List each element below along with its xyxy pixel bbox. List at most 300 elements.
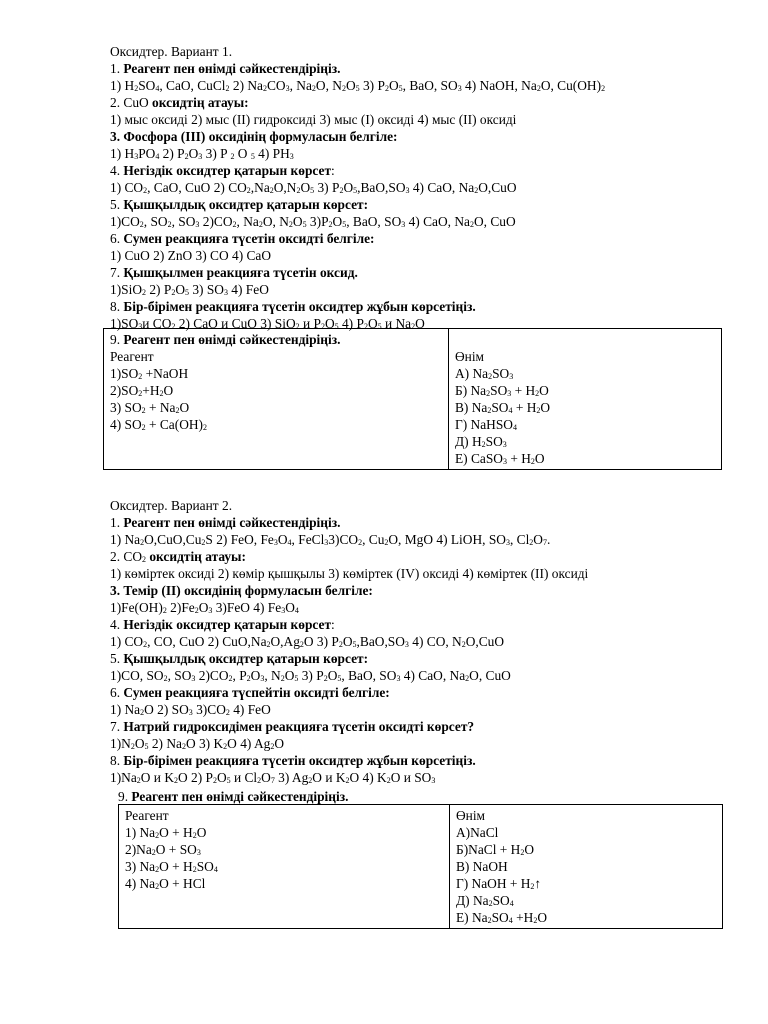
subscript: 4: [509, 899, 514, 908]
text-run: 1) Na: [125, 825, 156, 840]
subscript: 2: [299, 640, 304, 649]
text-run: 4) PH: [254, 146, 290, 161]
subscript: 2: [384, 84, 389, 93]
bold-text: Натрий гидроксидімен реакцияға түсетін оксидті көрсет?: [123, 719, 475, 734]
text-run: 4.: [110, 617, 124, 632]
subscript: 2: [181, 742, 186, 751]
text-run: O: [250, 668, 261, 683]
subscript: 3: [401, 220, 406, 229]
subscript: 2: [225, 708, 230, 717]
variant2-matching-table: [118, 804, 723, 929]
text-run: O: [415, 316, 425, 331]
subscript: 5: [377, 322, 382, 331]
subscript: 2: [601, 84, 606, 93]
text-run: 3)FeO 4) Fe: [212, 600, 282, 615]
variant1-reagent-column: [104, 329, 449, 470]
question-line: [110, 701, 271, 718]
bold-text: Реагент пен өнімді сәйкестендіріңіз.: [131, 789, 349, 804]
text-run: 1) CO: [110, 634, 144, 649]
text-run: SO: [485, 434, 503, 449]
text-run: 2)Fe: [166, 600, 195, 615]
text-run: O + H: [159, 859, 193, 874]
text-run: + Na: [145, 400, 176, 415]
text-run: 1) мыс оксиді 2) мыс (II) гидроксиді 3) мыс (I) оксиді 4) мыс (II) оксиді: [110, 112, 517, 127]
subscript: 2: [138, 389, 143, 398]
subscript: 2: [257, 776, 262, 785]
table-cell-line: [456, 824, 716, 841]
text-run: :: [331, 163, 335, 178]
text-run: 1)CO, SO: [110, 668, 164, 683]
subscript: 2: [487, 406, 492, 415]
subscript: 3: [502, 457, 507, 466]
subscript: 2: [162, 606, 167, 615]
text-run: O, N: [315, 78, 342, 93]
question-line: [110, 213, 516, 230]
subscript: 2: [481, 440, 486, 449]
text-run: O + HCl: [159, 876, 206, 891]
text-run: А) Na: [455, 366, 489, 381]
text-run: O: [179, 400, 190, 415]
text-run: O: [292, 214, 303, 229]
text-run: 1)SO: [110, 316, 139, 331]
text-run: SO: [196, 859, 214, 874]
subscript: 3: [134, 152, 139, 161]
text-run: Д) Na: [456, 893, 489, 908]
bold-text: Қышқылдық оксидтер қатарын көрсет:: [123, 651, 369, 666]
question-line: [110, 531, 550, 548]
subscript: 2: [328, 220, 333, 229]
question-line: [110, 162, 335, 179]
subscript: 2: [280, 674, 285, 683]
table-cell-line: [455, 450, 715, 467]
text-run: O: [342, 634, 353, 649]
text-run: 2) P: [159, 146, 185, 161]
subscript: 2: [232, 220, 237, 229]
text-run: 3) P: [202, 146, 231, 161]
text-run: ↑: [534, 876, 542, 891]
text-run: O 2) SO: [144, 702, 189, 717]
text-run: , BaO, SO: [402, 78, 458, 93]
subscript: 5: [334, 322, 339, 331]
subscript: 3: [191, 674, 196, 683]
table-cell-line: [455, 382, 715, 399]
subscript: 2: [488, 372, 493, 381]
subscript: 5: [353, 186, 358, 195]
text-run: 7.: [110, 719, 124, 734]
subscript: 3: [138, 322, 143, 331]
subscript: 2: [323, 674, 328, 683]
table-cell-line: [110, 348, 442, 365]
text-run: 2. CuO: [110, 95, 153, 110]
subscript: 2: [384, 538, 389, 547]
text-run: PO: [138, 146, 156, 161]
question-line: [110, 616, 335, 633]
text-run: O, CuO: [473, 214, 516, 229]
text-run: 8.: [110, 299, 124, 314]
question-line: [110, 718, 474, 735]
text-run: , CaO, CuO 2) CO: [147, 180, 247, 195]
text-run: , N: [264, 668, 281, 683]
text-run: CO: [267, 78, 286, 93]
text-run: O,CuO: [478, 180, 517, 195]
subscript: 5: [144, 742, 149, 751]
subscript: 2: [486, 389, 491, 398]
subscript: 5: [250, 152, 255, 161]
subscript: 5: [294, 674, 299, 683]
subscript: 5: [352, 640, 357, 649]
text-run: Г) NaHSO: [455, 417, 513, 432]
text-run: , FeCl: [291, 532, 325, 547]
text-run: O,Ag: [270, 634, 300, 649]
text-run: , BaO, SO: [341, 668, 397, 683]
text-run: SO: [490, 383, 508, 398]
text-run: , Cl: [509, 532, 530, 547]
subscript: 2: [270, 742, 275, 751]
text-run: 1) H: [110, 146, 135, 161]
subscript: 2: [266, 640, 271, 649]
subscript: 2: [533, 916, 538, 925]
text-run: O, MgO 4) LiOH, SO: [388, 532, 506, 547]
text-run: O: [539, 383, 549, 398]
subscript: 3: [273, 538, 278, 547]
subscript: 2: [163, 674, 168, 683]
text-run: 4) CO, N: [408, 634, 462, 649]
subscript: 3: [223, 288, 228, 297]
text-run: O: [285, 600, 295, 615]
subscript: 7: [270, 776, 275, 785]
text-run: 1)CO: [110, 214, 140, 229]
bold-text: Қышқылмен реакцияға түсетін оксид.: [123, 265, 358, 280]
text-run: +H: [512, 910, 534, 925]
question-line: [110, 247, 271, 264]
text-run: O + SO: [155, 842, 197, 857]
text-run: , Na: [236, 214, 259, 229]
subscript: 2: [155, 831, 160, 840]
text-run: O: [198, 600, 209, 615]
subscript: 2: [258, 220, 263, 229]
text-run: 2)SO: [110, 383, 139, 398]
question-line: [110, 633, 504, 650]
bold-text: Негіздік оксидтер қатарын көрсет: [123, 163, 332, 178]
text-run: 1)SO: [110, 366, 139, 381]
text-run: 3) Ag: [274, 770, 309, 785]
text-run: O 3) K: [185, 736, 224, 751]
text-run: 9.: [118, 789, 132, 804]
subscript: 2: [225, 84, 230, 93]
text-run: O: [188, 146, 199, 161]
text-run: 1) CO: [110, 180, 144, 195]
text-run: O: [537, 910, 547, 925]
question-line: [110, 281, 269, 298]
text-run: 8.: [110, 753, 124, 768]
text-run: 4) Na: [125, 876, 156, 891]
subscript: 2: [465, 674, 470, 683]
subscript: 2: [134, 84, 139, 93]
text-run: O, N: [262, 214, 289, 229]
text-run: O: [324, 316, 335, 331]
text-run: 6.: [110, 231, 124, 246]
subscript: 2: [173, 776, 178, 785]
subscript: 2: [386, 776, 391, 785]
text-run: O: [327, 668, 338, 683]
subscript: 4: [287, 538, 292, 547]
subscript: 2: [155, 882, 160, 891]
text-run: 1.: [110, 515, 124, 530]
subscript: 3: [285, 84, 290, 93]
text-run: 3) P: [314, 180, 340, 195]
question-line: [110, 298, 476, 315]
text-run: 3)CO: [328, 532, 359, 547]
text-run: 1)Na: [110, 770, 137, 785]
text-run: и P: [299, 316, 321, 331]
question-line: [110, 582, 373, 599]
text-run: Өнім: [455, 349, 485, 364]
subscript: 3: [195, 220, 200, 229]
text-run: O: [300, 180, 311, 195]
text-run: 1) Na: [110, 532, 141, 547]
subscript: 2: [159, 389, 164, 398]
subscript: 2: [175, 406, 180, 415]
text-run: O,N: [273, 180, 297, 195]
subscript: 2: [363, 322, 368, 331]
table-cell-line: [455, 331, 715, 348]
text-run: , P: [232, 668, 247, 683]
text-run: O: [277, 532, 288, 547]
text-run: 5.: [110, 197, 124, 212]
text-run: O: [175, 282, 185, 297]
variant1-matching-table: [103, 328, 722, 470]
subscript: 3: [289, 152, 294, 161]
text-run: SO: [138, 78, 156, 93]
text-run: O, CuO: [469, 668, 511, 683]
text-run: O 4) K: [349, 770, 387, 785]
text-run: O: [367, 316, 378, 331]
text-run: 4.: [110, 163, 124, 178]
text-run: 3)CO: [192, 702, 226, 717]
subscript: 2: [155, 865, 160, 874]
text-run: SO: [491, 400, 509, 415]
bold-text: Реагент пен өнімді сәйкестендіріңіз.: [123, 332, 341, 347]
text-run: O,CuO,Cu: [144, 532, 202, 547]
text-run: 1)N: [110, 736, 131, 751]
text-run: O + H: [159, 825, 193, 840]
text-run: .: [546, 532, 551, 547]
text-run: Е) Na: [456, 910, 488, 925]
text-run: 1)SiO: [110, 282, 142, 297]
subscript: 2: [530, 882, 535, 891]
text-run: Б) Na: [455, 383, 487, 398]
variant2-question9-heading: [118, 788, 348, 805]
text-run: , Cu: [362, 532, 385, 547]
bold-text: Сумен реакцияға түсетін оксидті белгіле:: [123, 231, 375, 246]
subscript: 2: [171, 322, 176, 331]
text-run: 3) P: [359, 78, 385, 93]
text-run: O и K: [140, 770, 174, 785]
variant1-product-column: [449, 329, 722, 470]
text-run: и Cl: [230, 770, 258, 785]
subscript: 3: [457, 84, 462, 93]
subscript: 2: [520, 848, 525, 857]
text-run: O: [284, 668, 295, 683]
question-line: [110, 230, 375, 247]
subscript: 2: [141, 406, 146, 415]
text-run: 9.: [110, 332, 124, 347]
subscript: 2: [192, 831, 197, 840]
text-run: O: [540, 400, 551, 415]
question-line: [110, 650, 368, 667]
subscript: 4: [294, 606, 299, 615]
subscript: 4: [512, 423, 517, 432]
table-cell-line: [125, 824, 443, 841]
text-run: O: [534, 451, 545, 466]
subscript: 2: [461, 640, 466, 649]
text-run: 3)P: [306, 214, 329, 229]
text-run: 1) Na: [110, 702, 141, 717]
text-run: и CO: [142, 316, 172, 331]
subscript: 2: [469, 220, 474, 229]
text-run: В) Na: [455, 400, 488, 415]
question-line: [110, 769, 435, 786]
subscript: 5: [355, 84, 360, 93]
subscript: 2: [171, 288, 176, 297]
text-run: O 3) P: [303, 634, 339, 649]
table-cell-line: [456, 892, 716, 909]
text-run: 2) P: [146, 282, 172, 297]
question-line: [110, 752, 476, 769]
question-line: [110, 264, 358, 281]
text-run: O: [388, 78, 399, 93]
bold-text: Реагент пен өнімді сәйкестендіріңіз.: [123, 61, 341, 76]
text-run: 4) CaO, Na: [405, 214, 470, 229]
text-run: + H: [511, 383, 536, 398]
text-run: 4) CaO, Na: [400, 668, 466, 683]
table-cell-line: [125, 875, 443, 892]
table-cell-line: [110, 399, 442, 416]
subscript: 5: [184, 288, 189, 297]
text-run: 2)Na: [125, 842, 152, 857]
text-run: 7.: [110, 265, 124, 280]
subscript: 4: [155, 84, 160, 93]
subscript: 2: [488, 899, 493, 908]
text-run: SO: [491, 910, 509, 925]
text-run: 4) SO: [110, 417, 142, 432]
subscript: 3: [502, 440, 507, 449]
text-run: 2) CaO и CuO 3) SiO: [175, 316, 296, 331]
text-run: O: [134, 736, 145, 751]
subscript: 2: [246, 674, 251, 683]
subscript: 2: [530, 457, 535, 466]
subscript: 3: [281, 606, 286, 615]
bold-text: Бір-бірімен реакцияға түсетін оксидтер жұбын көрсетіңіз.: [123, 753, 476, 768]
table-cell-line: [110, 365, 442, 382]
question-line: [110, 667, 511, 684]
table-cell-line: [110, 382, 442, 399]
subscript: 2: [136, 776, 141, 785]
question-line: [110, 60, 340, 77]
question-line: [110, 94, 249, 111]
text-run: , SO: [167, 668, 192, 683]
subscript: 3: [198, 152, 203, 161]
text-run: , SO: [171, 214, 196, 229]
text-run: :: [331, 617, 335, 632]
subscript: 2: [143, 186, 148, 195]
subscript: 4: [155, 152, 160, 161]
text-run: 2. CO: [110, 549, 142, 564]
bold-text: 3. Темір (ІІ) оксидінің формуласын белгіле:: [110, 583, 373, 598]
text-run: +NaOH: [142, 366, 189, 381]
text-run: Г) NaOH + H: [456, 876, 531, 891]
text-run: O 2) P: [177, 770, 213, 785]
text-run: + H: [512, 400, 537, 415]
text-run: 2) Na: [148, 736, 182, 751]
question-line: [110, 77, 605, 94]
text-run: , SO: [143, 214, 168, 229]
subscript: 2: [167, 220, 172, 229]
text-run: O: [163, 383, 174, 398]
subscript: 2: [320, 322, 325, 331]
text-run: и Na: [381, 316, 412, 331]
subscript: 2: [184, 152, 189, 161]
subscript: 2: [341, 84, 346, 93]
subscript: 2: [529, 538, 534, 547]
subscript: 5: [226, 776, 231, 785]
subscript: 2: [228, 674, 233, 683]
subscript: 2: [192, 865, 197, 874]
question-line: [110, 196, 368, 213]
question-line: [110, 145, 294, 162]
text-run: В) NaOH: [456, 859, 508, 874]
subscript: 2: [246, 186, 251, 195]
text-run: 3) Na: [125, 859, 156, 874]
table-cell-line: [110, 416, 442, 433]
text-run: O, Cu(OH): [540, 78, 602, 93]
text-run: 2)CO: [199, 214, 233, 229]
subscript: 3: [405, 186, 410, 195]
text-run: ,BaO,SO: [356, 634, 405, 649]
subscript: 4: [508, 916, 513, 925]
text-run: + H: [506, 451, 531, 466]
question-line: [110, 565, 588, 582]
subscript: 2: [269, 186, 274, 195]
text-run: 1.: [110, 61, 124, 76]
subscript: 4: [508, 406, 513, 415]
text-run: O и K: [312, 770, 346, 785]
text-run: SO: [492, 893, 510, 908]
question-line: [110, 128, 397, 145]
subscript: 2: [474, 186, 479, 195]
subscript: 5: [302, 220, 307, 229]
text-run: O: [332, 214, 343, 229]
text-run: S 2) FeO, Fe: [205, 532, 274, 547]
bold-text: оксидтің атауы:: [149, 549, 246, 564]
text-run: Өнім: [456, 808, 486, 823]
subscript: 5: [310, 186, 315, 195]
text-run: O: [343, 180, 354, 195]
text-run: 3) P: [298, 668, 324, 683]
subscript: 3: [507, 389, 512, 398]
subscript: 2: [536, 84, 541, 93]
question-line: [110, 179, 517, 196]
question-line: [110, 111, 516, 128]
question-line: [110, 684, 390, 701]
subscript: 2: [141, 423, 146, 432]
subscript: 7: [542, 538, 547, 547]
table-cell-line: [456, 807, 716, 824]
table-cell-line: [455, 365, 715, 382]
subscript: 2: [308, 776, 313, 785]
subscript: 2: [295, 322, 300, 331]
text-run: O: [274, 736, 284, 751]
